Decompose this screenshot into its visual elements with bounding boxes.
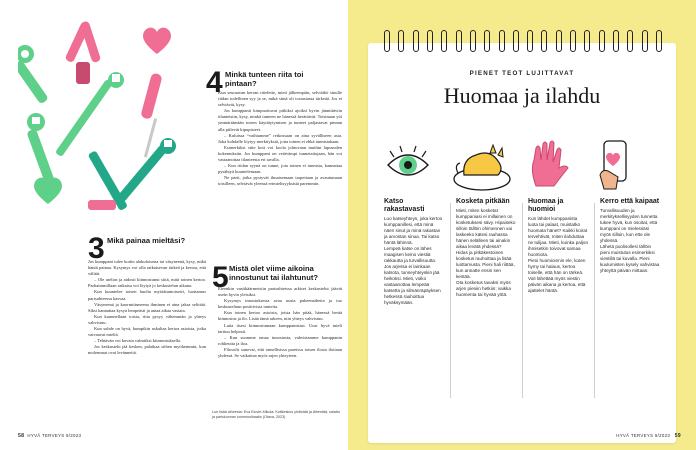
paragraph: Kun kuunnellaan toista, riita pysyy vähemmän ja yhteys vahvistuu. [88,313,206,325]
tip-column-1 [384,198,444,306]
tip-title: Huomaa ja huomioi [528,198,564,213]
phone-heart-icon [598,139,634,191]
paragraph: Väsyneenä ja kuormittuneena ihminen ei aina jaksa selittää. Siksi kannattaa kysyä lempeästi ja antaa aikaa vastata. [88,301,206,313]
tip-body: Kun lähdet kumppanista luota tai palaat, muistatko huomata hänet? Kaikki koirat tervehtivät, miten ilahduttaa ne tulijaa. Mieti, kuinka paljon ihmisetkin toivovat samaa huomiota. Pieni huomioinnin ele, kuten hymy tai halaus, kertoo toiselle, että hän on tärkeä. Voit lähettää myös viestin päivän aikana ja kertoa, että ajattelet häntä. [528,215,589,294]
paragraph: – Kun suomme omaa innostusta, vahvistamme kumppanin rohkeutta ja iloa. [218,334,342,346]
ring [556,30,562,52]
ring [527,30,533,52]
paragraph: Esimerkiksi sitte koti voi koola johtuvaan muihin lapsuuden kokemuksiin. Jos kumppani on vetävämpi tunnetaitojaan, hän voi vastaanottaa tilanteesta eri tavalla. [218,144,342,163]
tip-column-2 [456,198,516,299]
section-3-number: 3 [88,232,105,265]
ring [656,30,662,52]
eye-icon [384,143,432,188]
ring [470,30,476,52]
notebook-card [368,43,676,443]
paragraph: Jos keskustelu jää kesken, palatkaa siihen myöhemmin, kun molemmat ovat levänneitä. [88,344,206,356]
section-3-title: Mikä painaa mieltäsi? [107,236,186,245]
paragraph: Jos kumppanit kimpuoituvat pitkiksi ajoiksi hyvin jännittäviin tilanteisiin, kysy, minkä tunteen ne hänessä herättävät. Toisinaan yöt ymmärtämään toisen käyttäytymisen ja tunteet paljastavat pinnan alla piilevät kipupisteet. [218,108,342,132]
page-number: 59 [674,433,681,439]
tip-title: Kosketa pitkään [456,198,510,205]
long-wrench-icon [116,138,176,203]
paragraph: Filosofit sanovat, että onnellisissa pareissa toisen ilosta iloitaan yhdessä. Se vaikuttaa myös arjen yhteyteen. [218,346,342,359]
right-folio [616,433,684,439]
tip-body: Luo katseyhteys, joka kertoo kumppanillesi, että minä näen sinut ja minä rakastan ja arvostan sinua. Tai katso häntä lähinnä. Lempeä katse on lähes maagisen keino viestiä rakkautta ja turvallisuutta. Jos arjessa ei lainkaan katsota, tunneyhteyskin jää heikoksi. Mieti, voiko vastaanottaa lempeää katsetta ja silmänräpäyksen hetkessä rauhoittua hyväksymään. [384,215,443,306]
paragraph: Ne parit, jotka pystyvät ilmaisemaan tarpeitaan ja avautumaan toisilleen, selviävät yleensä erimielisyyksistä paremmin. [218,175,342,187]
section-5-number: 5 [212,261,229,294]
magazine-issue: HYVÄ TERVEYS 9/2023 [27,433,82,438]
section-4-number: 4 [206,66,223,99]
ring [484,30,490,52]
tip-title: Katso rakastavasti [384,198,425,213]
kicker: PIENET TEOT LUJITTAVAT [469,70,575,77]
ring [499,30,505,52]
paragraph: Kun suhde on hyvä, kumpikin uskaltaa kertoa asioista, jotka vaivaavat mieltä. [88,326,206,338]
section-3-body [88,259,206,357]
ring [570,30,576,52]
page-number: 58 [18,433,25,439]
ring [584,30,590,52]
paragraph: – Ole utelias ja aidosti kiinnostunut siitä, mitä toinen kertoo. Parhaimmillaan ratkaisu voi löytyä jo keskustelun aikana. [88,277,206,289]
ring [541,30,547,52]
right-page [348,0,696,450]
footnote: Lue lisää aiheesta: Eva Elovirt-Mikola: Kotikeskus yhdistää ja lähentää, salattu ja pariskunnan kommunikaatio (Otava, 2023) [212,410,340,419]
ring [441,30,447,52]
ring [613,30,619,52]
pliers-icon [64,20,101,84]
ring [456,30,462,52]
screwdriver-icon [140,72,163,157]
paragraph: – Kun riidan syynä on tunne, jota toinen ei tunnista, kannattaa pysähtyä kuuntelemaan. [218,163,342,175]
ring [413,30,419,52]
ring [427,30,433,52]
tip-body: Turvallisuuden ja merkityksellisyyden tunnetta tukee hyvä, kun osoitat, että kumppani on mielessäsi myös silloin, kun ette ole yhdessä. Lähetä puolisollesi tällöin pieni muistutus esimerkiksi viestillä tai kuvalla. Pieni kuulumisten kysely vahvistaa yhteyttä päivän mittaan. [600,207,660,274]
cat-on-pillow-icon [450,135,514,193]
ring [599,30,605,52]
tip-column-4 [600,198,660,274]
heart-icon [143,28,171,54]
column-divider [594,203,595,398]
ring [398,30,404,52]
paragraph: Kun kuuntelee toisen huolia myötätuntoisesti, luottamus parisuhteessa kasvaa. [88,289,206,301]
paragraph: – Tehtävän voi kuvata valmiiksi kiinnostuksella. [94,338,182,344]
ring [627,30,633,52]
paragraph: Laita itsesi kiinnostumaan kumppanistasi. Uusi hyvä mieli tarttuu helposti. [218,322,342,334]
column-divider [450,203,451,398]
open-wrench-icon [55,72,124,157]
paragraph: Jos kumppani tulee kotiin alakuloisena tai väsyneenä, kysy, mikä häntä painaa. Kysymys voi olla ratkaisevan tärkeä ja kertoa, että välität. [88,259,206,277]
magazine-issue: HYVÄ TERVEYS 9/2023 [616,433,671,438]
section-4-body [218,90,342,188]
ring [384,30,390,52]
paragraph: – Kuluissa “vaihtamme” ​retkossaan​ on aina syvälliseen asia. Joka kohdalle löytyy merkityksiä, joita toinen ei ehkä tunnistakaan. [218,132,342,144]
wrench-icon [18,45,49,105]
tip-column-3 [528,198,588,294]
spiral-binding [384,30,662,54]
left-folio [18,433,81,439]
ring [513,30,519,52]
section-5-title: Mistä olet viime aikoina innostunut tai ilahtunut? [229,264,318,282]
ring [642,30,648,52]
tip-body: Mieti, miten kosketat kumppaniasi ei millainen on kosketuksesi sävy. Hipaiseko silloin tällöin ohimennen vai laskeeko kätesi rauhassa hänen selälleen tai ainakin aikaa levätä yhdessä? Hidas ja pitkäkestoinen kosketus rauhoittaa ja lisää luottamusta. Pieni hali riittää, kun annatte ensin sen kestää. Ota kosketus tavaksi myös arjen pieniin hetkiin; vaikka huomenta tai hyvää yötä. [456,207,516,298]
headline: Huomaa ja ilahdu [443,83,601,108]
tip-title: Kerro että kaipaat [600,198,660,205]
section-5-body [218,286,342,359]
paragraph: Kun seuraavan kerran riitelette, mieti jälkeenpäin, selviäikö sinulle riidan todellinen syy ja se, mikä siinä oli tosiasiassa tärkeää. Jos ei selviävät, kysy. [218,90,342,108]
paragraph: Eteenkin vastikäärmeisiin parisuhteissa arkiset keskustelut jäävät usein hyvin yleisiksi. [218,286,342,298]
tools-heart-illustration [18,18,193,233]
section-4-title: Minkä tunteen riita toi pintaan? [225,70,304,88]
column-divider [522,203,523,398]
hammer-icon [88,150,128,211]
paragraph: Kun toinen kertoo asioista, joista hän pitää, hänessä herää kiinnostus ja ilo. Lisää tämä arkeen, niin yhteys vahvistuu. [218,310,342,322]
waving-hand-icon [526,138,570,190]
paragraph: Kysymys innostuksesta avaa uusia puheenaiheita ja tuo keskusteluun positiivisia tunteita. [218,298,342,310]
